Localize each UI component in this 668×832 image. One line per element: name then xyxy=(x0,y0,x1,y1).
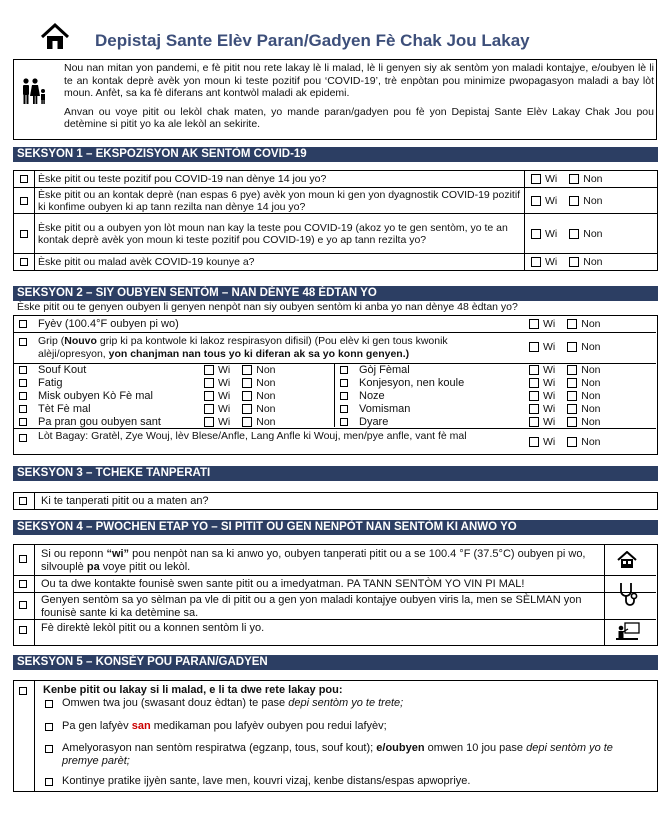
checkbox[interactable] xyxy=(19,687,27,695)
yes-checkbox[interactable] xyxy=(204,417,214,427)
yes-checkbox[interactable] xyxy=(204,391,214,401)
checkbox[interactable] xyxy=(340,366,348,374)
yes-label: Wi xyxy=(543,341,556,353)
no-checkbox[interactable] xyxy=(242,417,252,427)
checkbox[interactable] xyxy=(20,175,28,183)
intro-paragraph-1: Nou nan mitan yon pandemi, e fè pitit nou rete lakay lè li malad, lè li genyen siy ak sentòm yon maladi kontajye, e/oubyen lè li te an kontak deprè avèk yon moun ki teste pozitif pou ‘COVID-19’, trè enpòtan pou minimize pwopagasyon maladi a bay lòt moun. Anfèt, sa ka fè diferans ant kontwòl maladi ak epidemi. xyxy=(64,62,654,99)
checkbox[interactable] xyxy=(340,405,348,413)
yes-checkbox[interactable] xyxy=(531,257,541,267)
checkbox[interactable] xyxy=(340,392,348,400)
symptom-other: Lòt Bagay: Gratèl, Zye Wouj, lèv Blese/Anfle, Lang Anfle ki Wouj, men/pye anfle, vant fè mal xyxy=(38,430,467,442)
section-4-header: SEKSYON 4 – PWOCHEN ETAP YO – SI PITIT OU GEN NENPÒT NAN SENTÒM KI ANWO YO xyxy=(13,520,658,535)
yes-checkbox[interactable] xyxy=(529,404,539,414)
yes-label: Wi xyxy=(543,377,556,389)
checkbox[interactable] xyxy=(19,366,27,374)
cough-row xyxy=(14,333,656,363)
section-4-box xyxy=(13,544,658,646)
list-item xyxy=(14,390,332,403)
yes-checkbox[interactable] xyxy=(204,404,214,414)
yes-checkbox[interactable] xyxy=(531,196,541,206)
question-text: Èske pitit ou a oubyen yon lòt moun nan kay la teste pou COVID-19 (akoz yo te gen sentòm, yo te an kontak deprè avèk yon moun ki teste pozitif pou COVID-19) e yo ap tann rezilta yo? xyxy=(35,214,525,254)
no-checkbox[interactable] xyxy=(242,404,252,414)
no-label: Non xyxy=(256,390,276,402)
checkbox[interactable] xyxy=(19,418,27,426)
checkbox[interactable] xyxy=(19,392,27,400)
section-2-header: SEKSYON 2 – SIY OUBYEN SENTÒM – NAN DÈNYE 48 ÈDTAN YO xyxy=(13,286,658,301)
question-text: Èske pitit ou malad avèk COVID-19 kounye a? xyxy=(35,254,525,271)
no-checkbox[interactable] xyxy=(242,391,252,401)
symptom-label: Misk oubyen Kò Fè mal xyxy=(38,390,153,402)
checkbox[interactable] xyxy=(19,320,27,328)
table-row xyxy=(14,254,658,271)
no-checkbox[interactable] xyxy=(242,365,252,375)
yes-label: Wi xyxy=(543,416,556,428)
no-label: Non xyxy=(256,403,276,415)
stethoscope-icon xyxy=(617,581,639,607)
no-label: Non xyxy=(256,377,276,389)
list-item xyxy=(335,403,655,416)
yes-checkbox[interactable] xyxy=(529,365,539,375)
checkbox[interactable] xyxy=(19,434,27,442)
list-item xyxy=(335,364,655,377)
no-label: Non xyxy=(581,436,601,448)
page-title: Depistaj Sante Elèv Paran/Gadyen Fè Chak Jou Lakay xyxy=(95,31,530,50)
list-item xyxy=(14,377,332,390)
yes-label: Wi xyxy=(545,194,558,207)
no-checkbox[interactable] xyxy=(569,229,579,239)
no-label: Non xyxy=(583,173,603,185)
symptom-label: Dyare xyxy=(359,416,389,428)
no-label: Non xyxy=(581,390,601,402)
no-checkbox[interactable] xyxy=(567,365,577,375)
yes-checkbox[interactable] xyxy=(529,437,539,447)
section-2-box xyxy=(13,315,658,455)
symptom-cough: Grip (Nouvo grip ki pa kontwole ki lakoz respirasyon difisil) (Pou elèv ki gen tous kwonik alèji/opresyon, yon chanjman nan tous yo ki diferan ak sa yo konn genyen.) xyxy=(38,335,448,360)
section-5-box xyxy=(13,680,658,792)
no-checkbox[interactable] xyxy=(242,378,252,388)
other-row xyxy=(14,429,656,454)
list-item xyxy=(335,390,655,403)
symptom-label: Pa pran gou oubyen sant xyxy=(38,416,161,428)
symptom-label: Fatig xyxy=(38,377,63,389)
intro-paragraph-2: Anvan ou voye pitit ou lekòl chak maten, yo mande paran/gadyen pou fè yon Depistaj Sante Elèv Lakay Chak Jou pou detèmine si pitit yo ka ale lekòl an sekirite. xyxy=(64,105,654,130)
yes-checkbox[interactable] xyxy=(531,229,541,239)
checkbox[interactable] xyxy=(19,497,27,505)
yes-label: Wi xyxy=(218,390,231,402)
symptom-fever: Fyèv (100.4°F oubyen pi wo) xyxy=(38,318,179,330)
checkbox[interactable] xyxy=(20,197,28,205)
table-row xyxy=(14,214,658,254)
advice-lead: Kenbe pitit ou lakay si li malad, e li ta dwe rete lakay pou: xyxy=(43,684,343,696)
yes-label: Wi xyxy=(543,318,556,330)
fever-row xyxy=(14,316,656,332)
no-label: Non xyxy=(583,194,603,207)
yes-checkbox[interactable] xyxy=(529,378,539,388)
symptoms-left-column xyxy=(14,364,332,429)
section-3-box xyxy=(13,492,658,510)
yes-checkbox[interactable] xyxy=(204,378,214,388)
table-row xyxy=(14,188,658,214)
no-checkbox[interactable] xyxy=(569,174,579,184)
question-text: Èske pitit ou teste pozitif pou COVID-19 nan dènye 14 jou yo? xyxy=(35,171,525,188)
advice-item-4: Kontinye pratike ijyèn sante, lave men, kouvri vizaj, kenbe distans/espas apwopriye. xyxy=(62,775,471,787)
checkbox[interactable] xyxy=(45,723,53,731)
yes-checkbox[interactable] xyxy=(529,391,539,401)
advice-item-2: Pa gen lafyèv san medikaman pou lafyèv oubyen pou redui lafyèv; xyxy=(62,720,387,732)
checkbox[interactable] xyxy=(19,338,27,346)
checkbox[interactable] xyxy=(19,626,27,634)
no-label: Non xyxy=(581,416,601,428)
no-checkbox[interactable] xyxy=(567,319,577,329)
yes-checkbox[interactable] xyxy=(529,417,539,427)
yes-label: Wi xyxy=(543,403,556,415)
next-step-2: Ou ta dwe kontakte founisè swen sante pitit ou a imedyatman. PA TANN SENTÒM YO VIN PI MAL! xyxy=(41,578,525,590)
yes-label: Wi xyxy=(218,403,231,415)
no-label: Non xyxy=(581,364,601,376)
question-text: Èske pitit ou an kontak deprè (nan espas 6 pye) avèk yon moun ki gen yon dyagnostik COVID-19 pozitif ki konfime oubyen ki ap tann rezilta nan dènye 14 jou yo? xyxy=(35,188,525,214)
house-icon xyxy=(617,551,637,569)
yes-label: Wi xyxy=(545,227,558,240)
no-label: Non xyxy=(581,403,601,415)
list-item xyxy=(14,364,332,377)
no-checkbox[interactable] xyxy=(567,417,577,427)
checkbox[interactable] xyxy=(19,580,27,588)
symptom-label: Noze xyxy=(359,390,385,402)
checkbox[interactable] xyxy=(19,405,27,413)
teacher-icon xyxy=(616,622,640,642)
yes-checkbox[interactable] xyxy=(204,365,214,375)
checkbox[interactable] xyxy=(20,258,28,266)
yes-label: Wi xyxy=(543,364,556,376)
symptom-label: Konjesyon, nen koule xyxy=(359,377,465,389)
checkbox[interactable] xyxy=(19,555,27,563)
yes-label: Wi xyxy=(545,256,558,268)
home-icon xyxy=(40,22,70,52)
symptom-label: Vomisman xyxy=(359,403,411,415)
yes-label: Wi xyxy=(218,364,231,376)
no-checkbox[interactable] xyxy=(569,257,579,267)
symptom-label: Tèt Fè mal xyxy=(38,403,91,415)
no-label: Non xyxy=(583,227,603,240)
symptom-label: Gòj Fèmal xyxy=(359,364,410,376)
no-label: Non xyxy=(256,416,276,428)
temperature-question: Ki te tanperati pitit ou a maten an? xyxy=(41,495,209,507)
checkbox[interactable] xyxy=(19,379,27,387)
section-5-header: SEKSYON 5 – KONSÈY POU PARAN/GADYEN xyxy=(13,655,658,670)
next-step-4: Fè direktè lekòl pitit ou a konnen sentòm li yo. xyxy=(41,622,265,634)
no-label: Non xyxy=(583,256,603,268)
next-step-1: Si ou reponn “wi” pou nenpòt nan sa ki anwo yo, oubyen tanperati pitit ou a se 100.4 °F (37.5°C) oubyen pi wo, silvouplè pa voye pitit ou lekòl. xyxy=(41,548,586,573)
yes-label: Wi xyxy=(218,377,231,389)
yes-checkbox[interactable] xyxy=(531,174,541,184)
no-label: Non xyxy=(581,377,601,389)
intro-box xyxy=(13,59,657,140)
no-label: Non xyxy=(581,341,601,353)
advice-item-3: Amelyorasyon nan sentòm respiratwa (egzanp, tous, souf kout); e/oubyen omwen 10 jou pase depi sentòm yo te premye parèt; xyxy=(62,742,613,767)
no-checkbox[interactable] xyxy=(567,391,577,401)
next-step-3: Genyen sentòm sa yo sèlman pa vle di pitit ou a gen yon maladi kontajye oubyen viris la, men se SÈLMAN yon founisè sante ki ka detèmine sa. xyxy=(41,594,582,619)
no-checkbox[interactable] xyxy=(567,437,577,447)
checkbox[interactable] xyxy=(45,745,53,753)
checkbox[interactable] xyxy=(45,700,53,708)
checkbox[interactable] xyxy=(340,379,348,387)
list-item xyxy=(335,377,655,390)
checkbox[interactable] xyxy=(45,778,53,786)
table-row xyxy=(14,171,658,188)
checkbox[interactable] xyxy=(19,601,27,609)
checkbox[interactable] xyxy=(340,418,348,426)
section-2-intro: Èske pitit ou te genyen oubyen li genyen nenpòt nan siy oubyen sentòm ki anba yo nan dènye 48 èdtan yo? xyxy=(17,301,518,313)
list-item xyxy=(14,403,332,416)
yes-label: Wi xyxy=(545,173,558,185)
no-label: Non xyxy=(256,364,276,376)
yes-label: Wi xyxy=(543,390,556,402)
family-icon xyxy=(20,77,48,105)
yes-label: Wi xyxy=(218,416,231,428)
yes-label: Wi xyxy=(543,436,556,448)
no-checkbox[interactable] xyxy=(569,196,579,206)
checkbox[interactable] xyxy=(20,230,28,238)
section-3-header: SEKSYON 3 – TCHEKE TANPERATI xyxy=(13,466,658,481)
symptom-label: Souf Kout xyxy=(38,364,87,376)
no-checkbox[interactable] xyxy=(567,378,577,388)
no-checkbox[interactable] xyxy=(567,404,577,414)
no-label: Non xyxy=(581,318,601,330)
section-1-table xyxy=(13,170,658,271)
advice-item-1: Omwen twa jou (swasant douz èdtan) te pase depi sentòm yo te trete; xyxy=(62,697,404,709)
no-checkbox[interactable] xyxy=(567,342,577,352)
yes-checkbox[interactable] xyxy=(529,319,539,329)
section-1-header: SEKSYON 1 – EKSPOZISYON AK SENTÒM COVID-19 xyxy=(13,147,658,162)
yes-checkbox[interactable] xyxy=(529,342,539,352)
symptoms-right-column xyxy=(335,364,655,429)
